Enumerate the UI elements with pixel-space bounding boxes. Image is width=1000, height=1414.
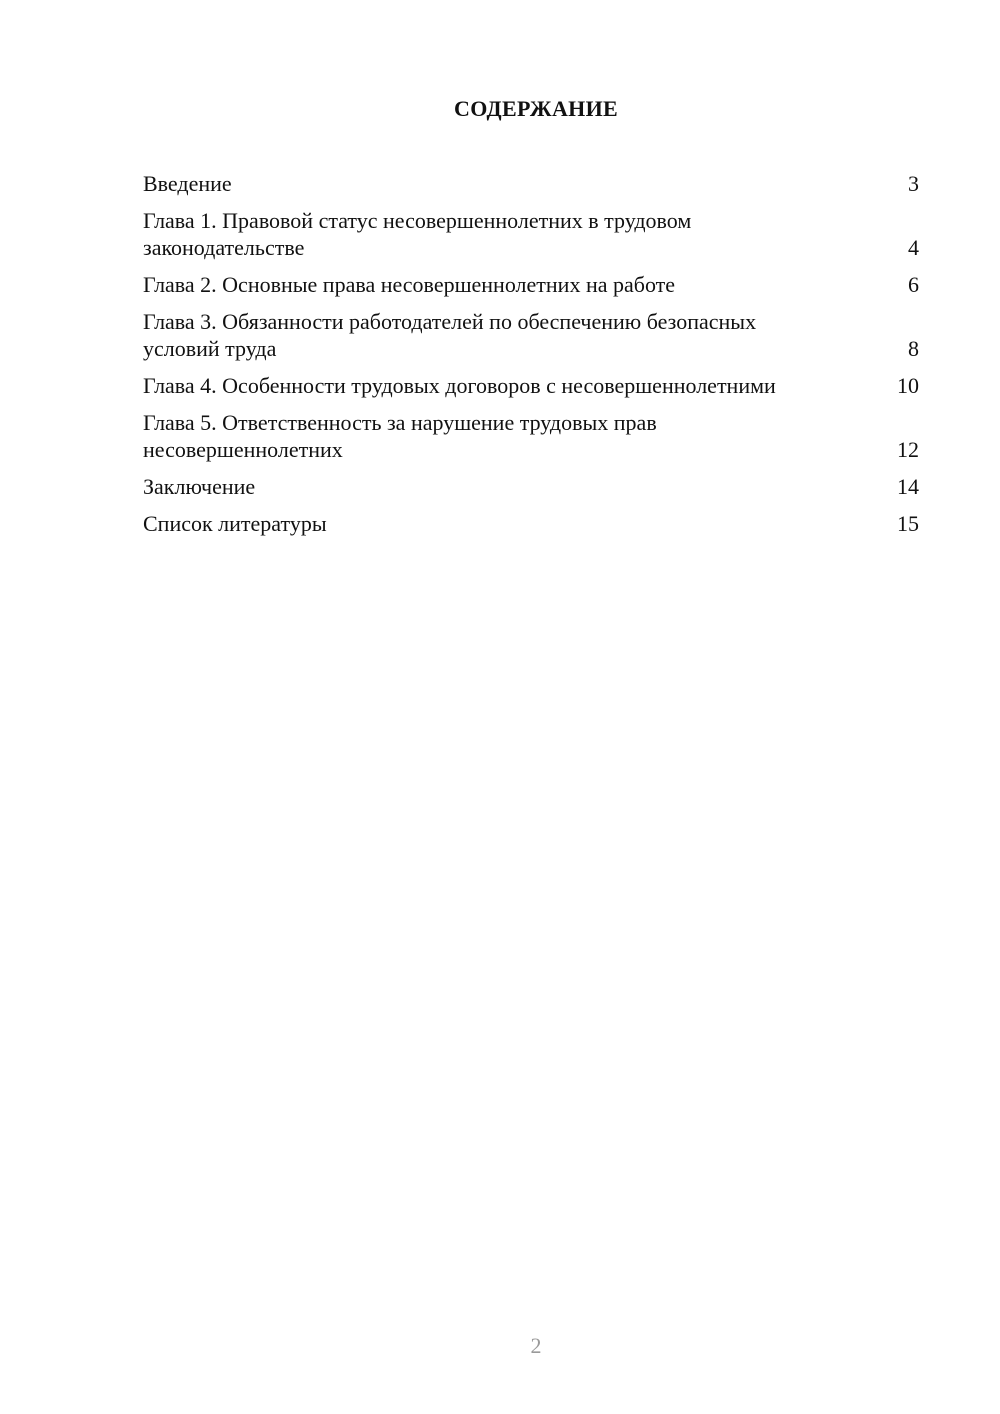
toc-entry-chapter-5 [143,409,919,463]
toc-entry-text: Глава 2. Основные права несовершеннолетних на работе [143,272,676,297]
toc-entry-page: 15 [897,511,919,536]
toc-entry-text: Список литературы [143,511,327,536]
toc-entry-page: 8 [908,336,919,361]
toc-entry-page: 3 [908,171,919,196]
toc-entry-text: Глава 5. Ответственность за нарушение трудовых прав несовершеннолетних [143,410,657,462]
toc-entry-page: 12 [897,437,919,462]
toc-entry-text: Заключение [143,474,256,499]
toc-entry-chapter-3 [143,308,919,362]
toc-entry-references [143,510,919,537]
toc-entry-page: 6 [908,272,919,297]
toc-entry-text: Глава 1. Правовой статус несовершеннолетних в трудовом законодательстве [143,208,692,260]
table-of-contents [143,170,919,547]
toc-entry-text: Глава 3. Обязанности работодателей по обеспечению безопасных условий труда [143,309,757,361]
toc-entry-page: 4 [908,235,919,260]
toc-entry-chapter-4 [143,372,919,399]
toc-entry-text: Глава 4. Особенности трудовых договоров с несовершеннолетними [143,373,776,398]
toc-entry-page: 14 [897,474,919,499]
toc-entry-conclusion [143,473,919,500]
toc-entry-page: 10 [897,373,919,398]
page-title: СОДЕРЖАНИЕ [454,96,618,121]
toc-entry-chapter-2 [143,271,919,298]
toc-entry-chapter-1 [143,207,919,261]
page-number: 2 [530,1333,542,1358]
toc-entry-introduction [143,170,919,197]
toc-entry-text: Введение [143,171,232,196]
